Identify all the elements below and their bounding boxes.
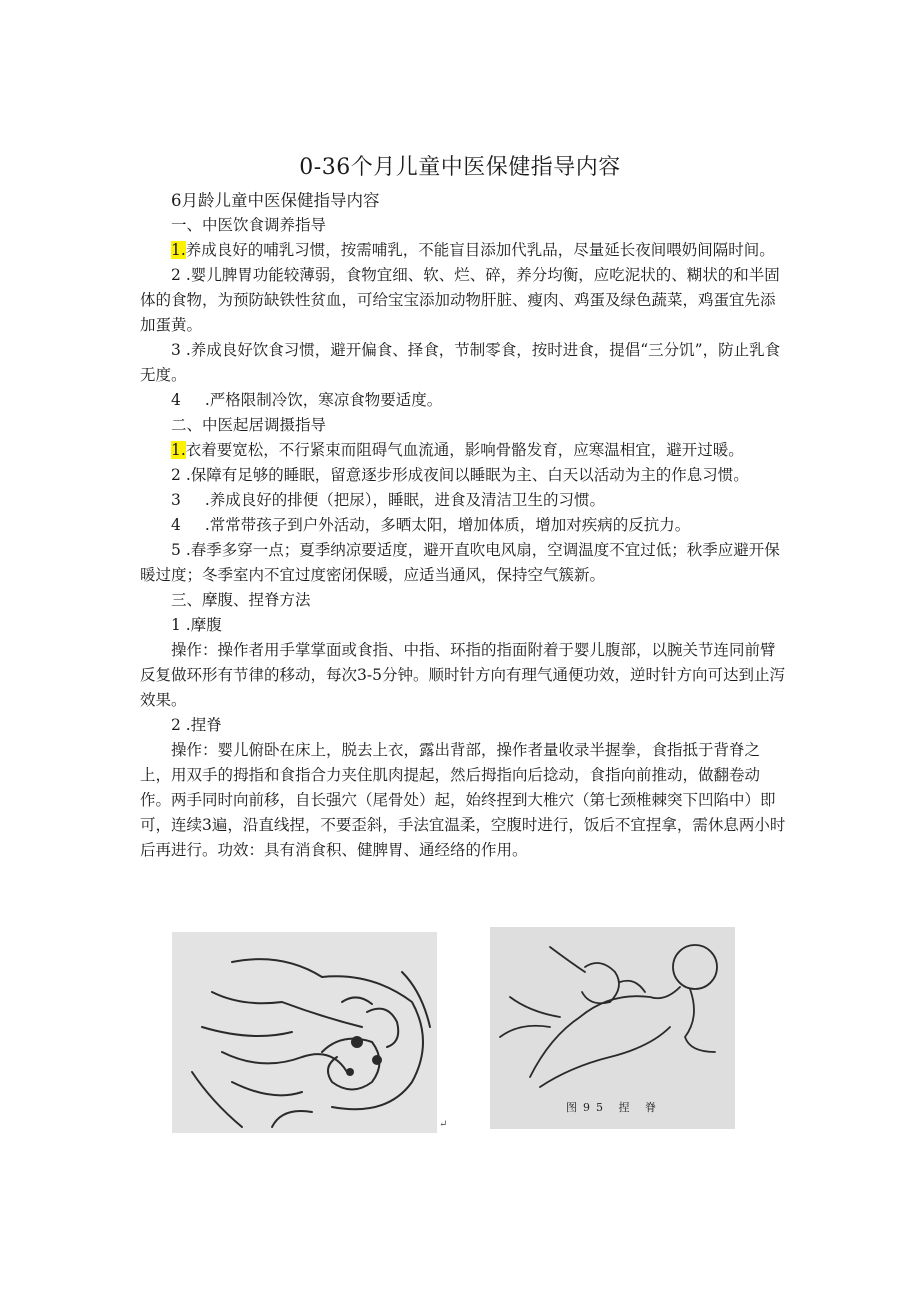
item-number: 4	[171, 516, 181, 534]
section-heading-3: 三、摩腹、捏脊方法	[171, 591, 311, 609]
hand-drawing-icon	[172, 932, 437, 1133]
list-item	[140, 263, 790, 338]
figure-caption: 图95 捏 脊	[566, 1101, 662, 1114]
abdominal-massage-illustration	[172, 932, 437, 1133]
section-heading-1: 一、中医饮食调养指导	[171, 216, 327, 234]
item-text: .春季多穿一点；夏季纳凉要适度，避开直吹电风扇，空调温度不宜过低；秋季应避开保暖过度；冬季室内不宜过度密闭保暖，应适当通风，保持空气簇新。	[140, 541, 780, 584]
list-item	[140, 488, 790, 513]
item-text: .婴儿脾胃功能较薄弱，食物宜细、软、烂、碎，养分均衡，应吃泥状的、糊状的和半固体的食物，为预防缺铁性贫血，可给宝宝添加动物肝脏、瘦肉、鸡蛋及绿色蔬菜，鸡蛋宜先添加蛋黄。	[140, 266, 780, 334]
item-text: .保障有足够的睡眠，留意逐步形成夜间以睡眠为主、白天以活动为主的作息习惯。	[185, 466, 749, 484]
item-text: .严格限制冷饮，寒凉食物要适度。	[204, 391, 443, 409]
list-item	[140, 388, 790, 413]
method-text: 操作：操作者用手掌掌面或食指、中指、环指的指面附着于婴儿腹部，以腕关节连同前臂反复做环形有节律的移动，每次3-5分钟。顺时针方向有理气通便功效，逆时针方向可达到止泻效果。	[140, 641, 785, 709]
spine-pinching-illustration	[490, 927, 735, 1129]
item-text: 养成良好的哺乳习惯，按需哺乳，不能盲目添加代乳品，尽量延长夜间喂奶间隔时间。	[185, 241, 775, 259]
item-number: 5	[171, 541, 181, 559]
item-number: 3	[171, 341, 181, 359]
item-number: 1.	[171, 441, 186, 459]
figures-row	[172, 927, 742, 1137]
list-item	[140, 513, 790, 538]
item-number: 1.	[171, 241, 186, 259]
item-number: 3	[171, 491, 181, 509]
list-item	[140, 538, 790, 588]
subtitle: 6月龄儿童中医保健指导内容	[171, 191, 380, 210]
item-text: 衣着要宽松，不行紧束而阻碍气血流通，影响骨骼发育，应寒温相宜，避开过暖。	[185, 441, 744, 459]
item-text: .常常带孩子到户外活动，多晒太阳，增加体质，增加对疾病的反抗力。	[204, 516, 691, 534]
list-item	[140, 438, 790, 463]
item-text: .养成良好的排便（把尿），睡眠，进食及清洁卫生的习惯。	[204, 491, 606, 509]
list-item	[140, 338, 790, 388]
document-title: 0-36个月儿童中医保健指导内容	[299, 155, 621, 180]
method-label: 1 .摩腹	[171, 616, 222, 634]
document-body	[140, 188, 790, 863]
list-item	[140, 238, 790, 263]
item-number: 2	[171, 466, 181, 484]
list-item	[140, 463, 790, 488]
section-heading-2: 二、中医起居调摄指导	[171, 416, 327, 434]
item-number: 4	[171, 391, 181, 409]
return-mark: ↵	[439, 1119, 448, 1130]
item-text: .养成良好饮食习惯，避开偏食、择食，节制零食，按时进食，提倡“三分饥”，防止乳食无度。	[140, 341, 781, 384]
item-number: 2	[171, 266, 181, 284]
method-label: 2 .捏脊	[171, 716, 222, 734]
method-text: 操作：婴儿俯卧在床上，脱去上衣，露出背部，操作者量收录半握拳，食指抵于背脊之上，用双手的拇指和食指合力夹住肌肉提起，然后拇指向后捻动，食指向前推动，做翻卷动作。两手同时向前移，自长强穴（尾骨处）起，始终捏到大椎穴（第七颈椎棘突下凹陷中）即可，连续3遍，沿直线捏，不要歪斜，手法宜温柔，空腹时进行，饭后不宜捏拿，需休息两小时后再进行。功效：具有消食积、健脾胃、通经络的作用。	[140, 741, 786, 859]
